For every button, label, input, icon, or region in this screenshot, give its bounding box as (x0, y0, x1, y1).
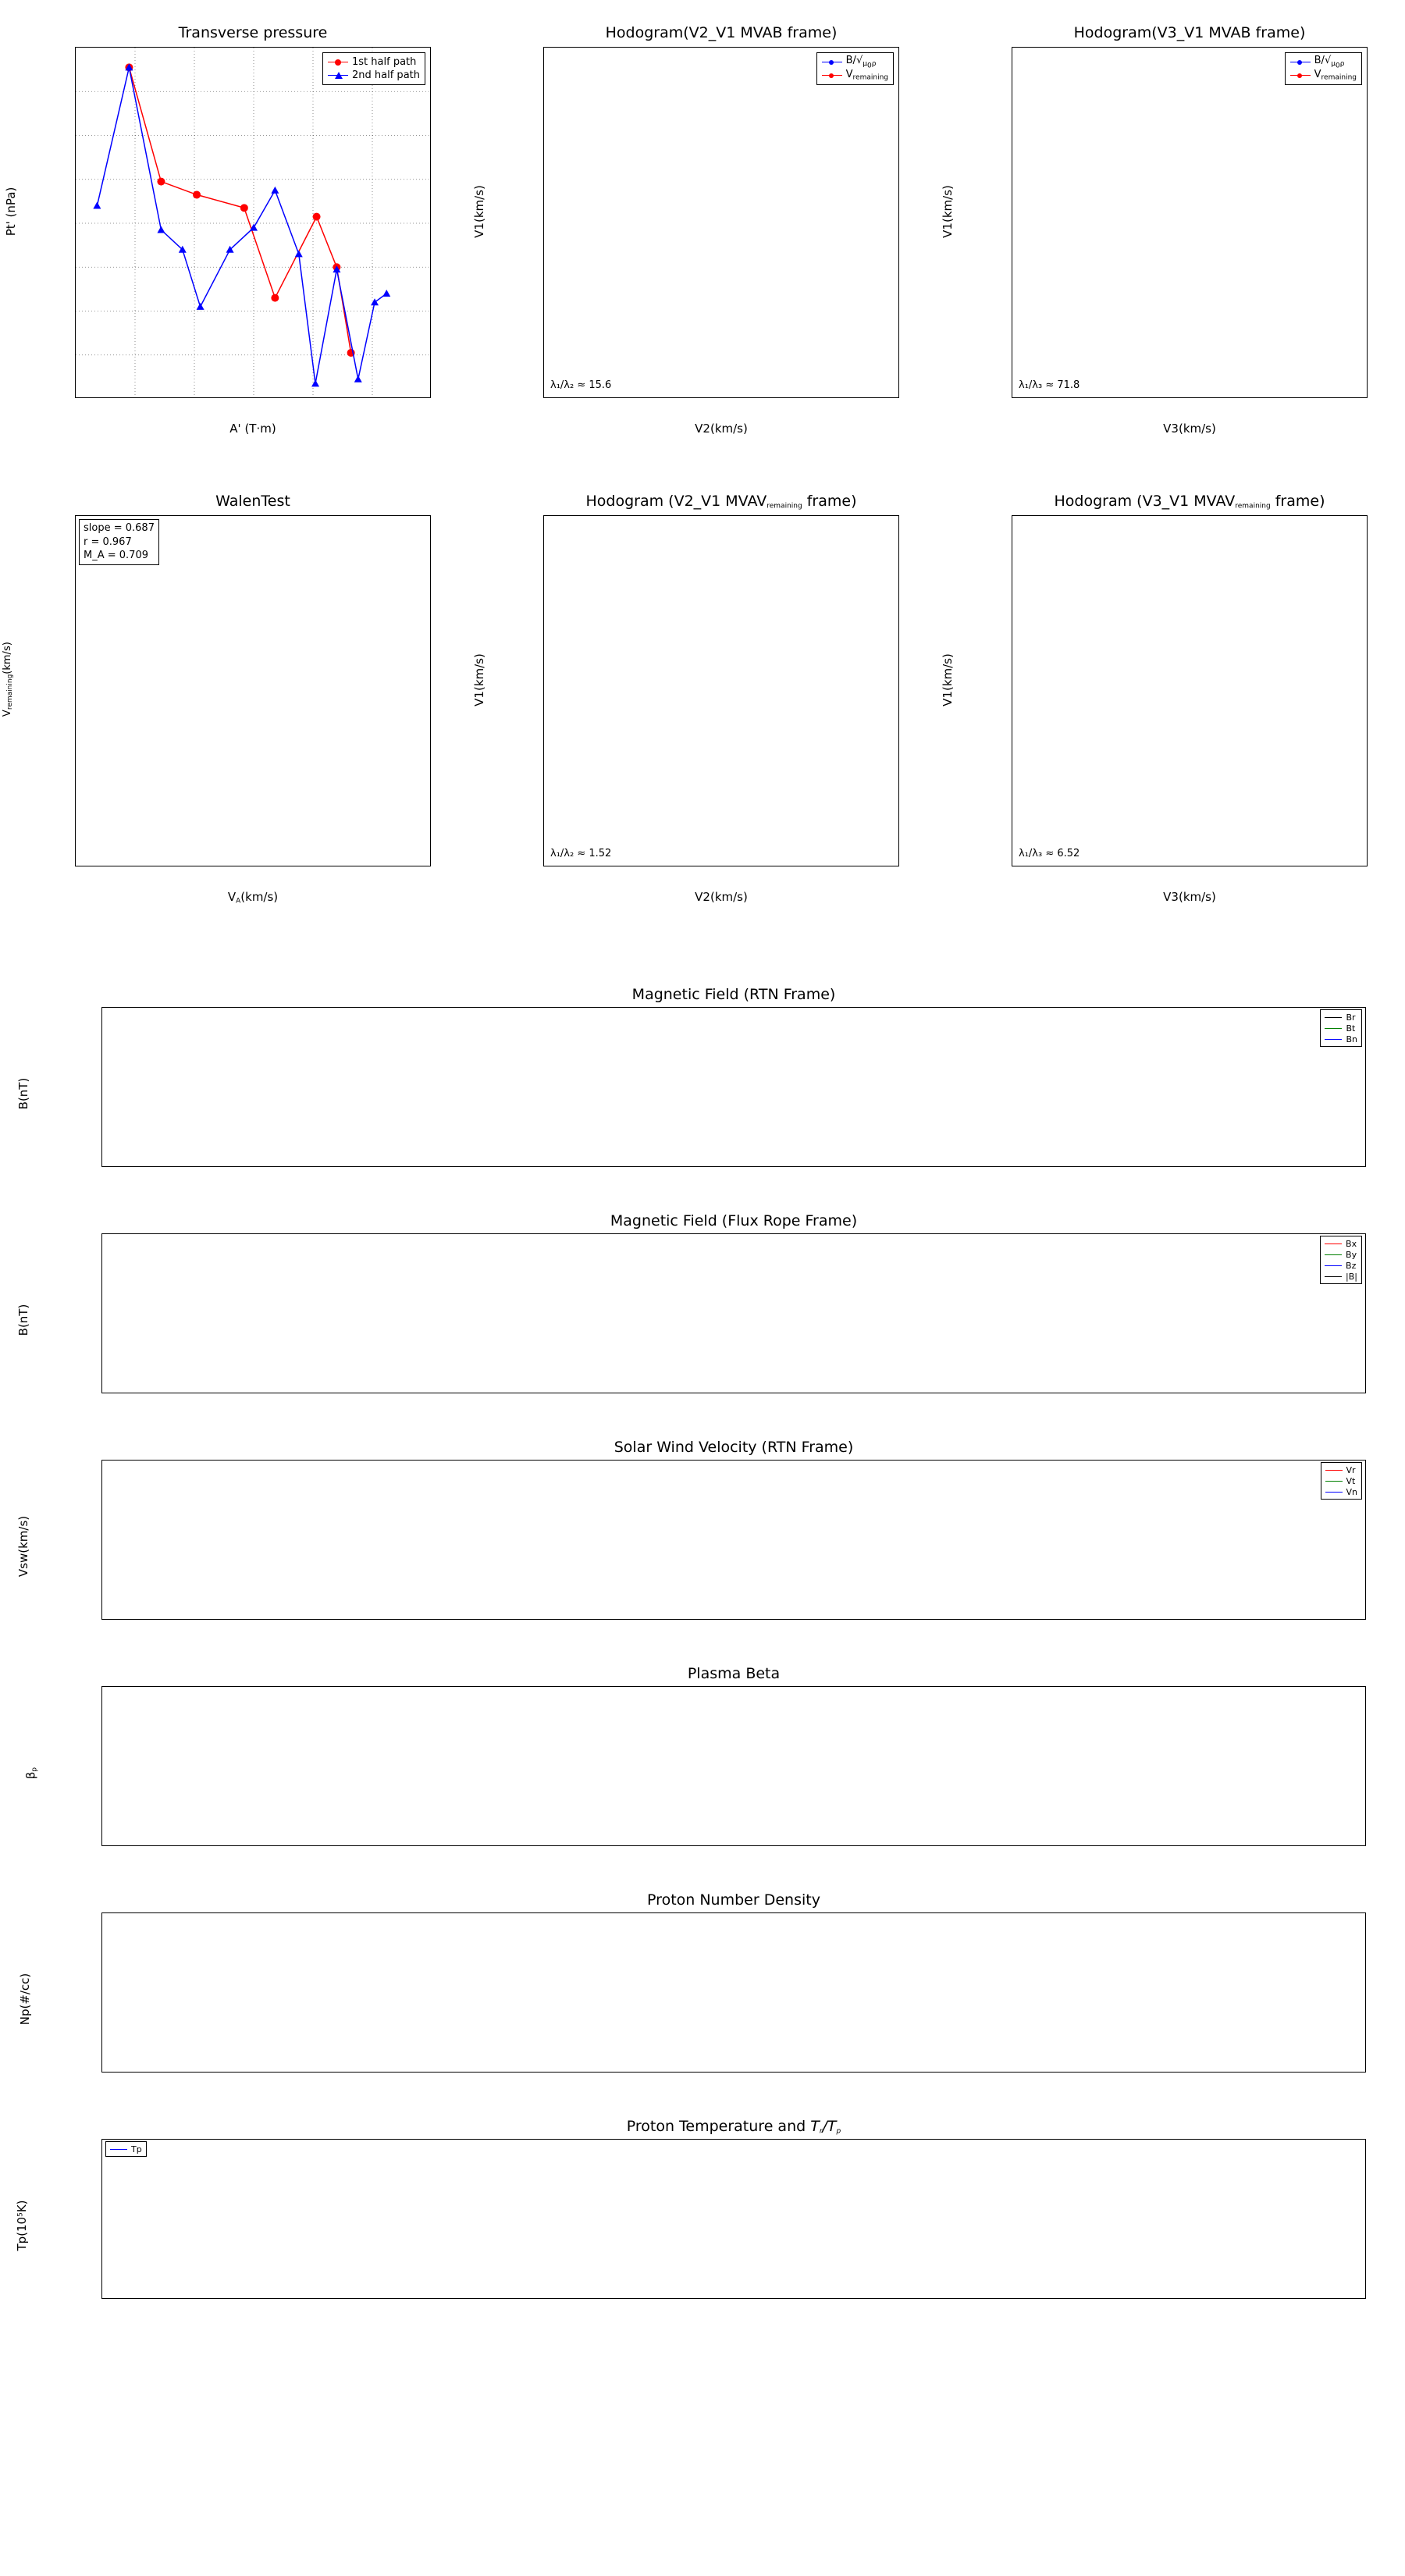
y-axis-label: Vsw(km/s) (16, 1515, 30, 1578)
eigenvalue-annotation: λ₁/λ₃ ≈ 71.8 (1019, 379, 1080, 391)
axes-plasma-beta (101, 1665, 1366, 1846)
legend-label: Vt (1346, 1475, 1356, 1486)
y-axis-label: $V_{remaining}(km/s)$ (1, 642, 15, 717)
legend-label: $B/√_{\mu 0\rho}$ (1314, 55, 1345, 69)
panel-hodogram-v3v1-mvab (937, 0, 1405, 453)
legend-magnetic-field-rtn[interactable] (1320, 1009, 1362, 1047)
axes-transverse-pressure (75, 24, 431, 398)
plot-area-magnetic-field-flux-rope (102, 1234, 1367, 1394)
legend-label: Bx (1346, 1238, 1357, 1249)
x-axis-label: $V_A(km/s)$ (227, 890, 279, 906)
axes-solar-wind-velocity (101, 1439, 1366, 1620)
y-axis-label: $\beta_p$ (23, 1767, 39, 1780)
legend-label: 2nd half path (352, 69, 420, 81)
axes-walen-test (75, 493, 431, 866)
walen-r: r = 0.967 (84, 535, 132, 548)
legend-label: 1st half path (352, 56, 417, 68)
legend-label: |B| (1346, 1271, 1357, 1282)
panel-proton-number-density (0, 1889, 1405, 2115)
plot-area-walen-test (76, 516, 432, 867)
y-axis-label: V1(km/s) (472, 653, 486, 706)
plot-area-hodogram-v3v1-mvav (1012, 516, 1368, 867)
axes-proton-temperature (101, 2118, 1366, 2299)
chart-title: Solar Wind Velocity (RTN Frame) (614, 1439, 854, 1456)
panel-walen-test (0, 468, 468, 921)
walen-ma: M_A = 0.709 (84, 550, 148, 562)
plot-area-hodogram-v3v1-mvab (1012, 48, 1368, 399)
legend-label: $B/√_{\mu 0\rho}$ (845, 55, 877, 69)
walen-stats-box (79, 519, 159, 565)
legend-label: Bt (1346, 1023, 1356, 1034)
panel-solar-wind-velocity (0, 1436, 1405, 1663)
chart-title: Hodogram(V2_V1 MVAB frame) (605, 24, 838, 41)
axes-hodogram-v2v1-mvab (543, 24, 899, 398)
chart-title: Magnetic Field (RTN Frame) (631, 986, 836, 1003)
panel-hodogram-v3v1-mvav (937, 468, 1405, 921)
panel-plasma-beta (0, 1663, 1405, 1889)
chart-title: Hodogram (V3_V1 $MVAV_{remaining}$ frame) (1054, 493, 1325, 511)
eigenvalue-annotation: λ₁/λ₂ ≈ 1.52 (550, 848, 612, 859)
eigenvalue-annotation: λ₁/λ₃ ≈ 6.52 (1019, 848, 1080, 859)
chart-title: WalenTest (215, 493, 290, 510)
chart-title: Magnetic Field (Flux Rope Frame) (610, 1212, 858, 1229)
axes-magnetic-field-flux-rope (101, 1212, 1366, 1393)
legend-magnetic-field-flux-rope[interactable] (1320, 1236, 1362, 1284)
eigenvalue-annotation: λ₁/λ₂ ≈ 15.6 (550, 379, 612, 391)
walen-slope: slope = 0.687 (84, 522, 155, 534)
x-axis-label: A' (T·m) (229, 422, 276, 436)
legend-label: $V_{remaining}$ (845, 69, 888, 82)
y-axis-label: B(nT) (16, 1304, 30, 1336)
chart-title: Hodogram (V2_V1 $MVAV_{remaining}$ frame) (585, 493, 857, 511)
panel-hodogram-v2v1-mvav (468, 468, 937, 921)
y-axis-label: Np(#/cc) (18, 1973, 32, 2026)
y-axis-label: $Tp(10^5K)$ (15, 2200, 29, 2251)
legend-label: Tp (131, 2144, 142, 2154)
axes-hodogram-v3v1-mvav (1012, 493, 1368, 866)
legend-label: Vn (1346, 1486, 1357, 1497)
legend-label: Bz (1346, 1260, 1357, 1271)
plot-area-plasma-beta (102, 1687, 1367, 1847)
axes-hodogram-v3v1-mvab (1012, 24, 1368, 398)
plot-area-hodogram-v2v1-mvab (544, 48, 900, 399)
y-axis-label: B(nT) (16, 1077, 30, 1110)
legend-hodogram-v3v1-mvab[interactable] (1285, 52, 1362, 85)
legend-label: By (1346, 1249, 1357, 1260)
y-axis-label: Pt' (nPa) (4, 187, 18, 237)
plot-area-transverse-pressure (76, 48, 432, 399)
legend-label: Bn (1346, 1034, 1357, 1044)
chart-title: Proton Temperature and $T_r/T_p$ (626, 2118, 841, 2136)
legend-label: $V_{remaining}$ (1314, 69, 1357, 82)
x-axis-label: V2(km/s) (695, 890, 748, 904)
chart-title: Hodogram(V3_V1 MVAB frame) (1073, 24, 1306, 41)
y-axis-label: V1(km/s) (472, 185, 486, 238)
legend-hodogram-v2v1-mvab[interactable] (816, 52, 894, 85)
y-axis-label: V1(km/s) (941, 653, 955, 706)
axes-magnetic-field-rtn (101, 986, 1366, 1167)
legend-label: Br (1346, 1012, 1356, 1023)
chart-title: Plasma Beta (687, 1665, 781, 1682)
x-axis-label: V3(km/s) (1163, 422, 1216, 436)
plot-area-magnetic-field-rtn (102, 1008, 1367, 1168)
legend-label: Vr (1346, 1464, 1356, 1475)
plot-area-hodogram-v2v1-mvav (544, 516, 900, 867)
legend-proton-temperature[interactable] (105, 2141, 147, 2157)
axes-proton-number-density (101, 1891, 1366, 2073)
panel-transverse-pressure (0, 0, 468, 453)
plot-area-proton-number-density (102, 1913, 1367, 2073)
x-axis-label: V2(km/s) (695, 422, 748, 436)
chart-title: Transverse pressure (178, 24, 328, 41)
panel-magnetic-field-rtn (0, 984, 1405, 1210)
legend-solar-wind-velocity[interactable] (1321, 1462, 1363, 1500)
plot-area-proton-temperature (102, 2140, 1367, 2300)
panel-magnetic-field-flux-rope (0, 1210, 1405, 1436)
chart-title: Proton Number Density (647, 1891, 820, 1909)
panel-hodogram-v2v1-mvab (468, 0, 937, 453)
legend-transverse-pressure[interactable] (322, 52, 425, 85)
axes-hodogram-v2v1-mvav (543, 493, 899, 866)
panel-proton-temperature (0, 2115, 1405, 2350)
y-axis-label: V1(km/s) (941, 185, 955, 238)
plot-area-solar-wind-velocity (102, 1461, 1367, 1621)
x-axis-label: V3(km/s) (1163, 890, 1216, 904)
